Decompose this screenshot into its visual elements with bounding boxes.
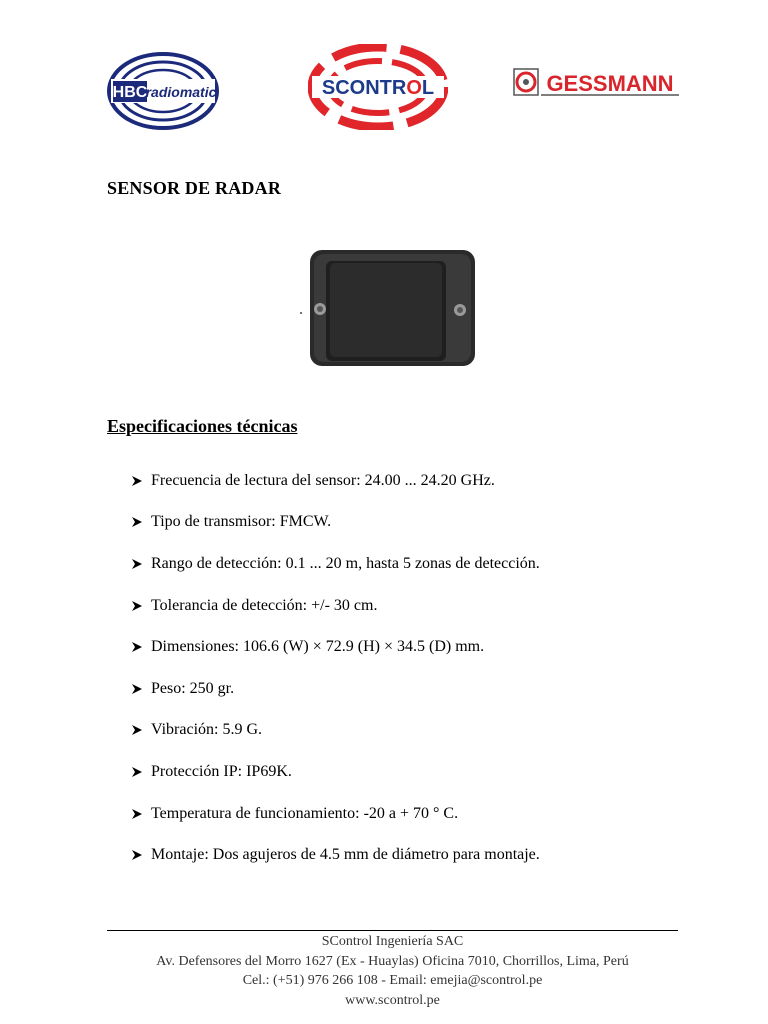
- spec-text: Frecuencia de lectura del sensor: 24.00 ... 24.20 GHz.: [151, 471, 495, 489]
- list-item: [131, 710, 540, 752]
- arrowhead-bullet-icon: [131, 475, 151, 487]
- arrowhead-bullet-icon: [131, 724, 151, 736]
- footer-company: SControl Ingeniería SAC: [321, 934, 464, 949]
- svg-text:SCONTROL: SCONTROL: [321, 77, 435, 99]
- list-item: [131, 460, 540, 502]
- specs-list: [131, 460, 540, 876]
- footer-website-link[interactable]: www.scontrol.pe: [345, 992, 440, 1008]
- list-item: [131, 585, 540, 627]
- arrowhead-bullet-icon: [131, 558, 151, 570]
- list-item: [131, 668, 540, 710]
- spec-text: Protección IP: IP69K.: [151, 762, 292, 780]
- spec-text: Tipo de transmisor: FMCW.: [151, 513, 332, 531]
- spec-text: Rango de detección: 0.1 ... 20 m, hasta 5 zonas de detección.: [151, 554, 540, 572]
- list-item: [131, 834, 540, 876]
- footer-address: Av. Defensores del Morro 1627 (Ex - Huaylas) Oficina 7010, Chorrillos, Lima, Perú: [156, 953, 629, 969]
- spec-text: Montaje: Dos agujeros de 4.5 mm de diámetro para montaje.: [151, 846, 540, 864]
- arrowhead-bullet-icon: [131, 766, 151, 778]
- list-item: [131, 502, 540, 544]
- spec-text: Temperatura de funcionamiento: -20 a + 70 ° C.: [151, 804, 459, 822]
- spec-text: Vibración: 5.9 G.: [151, 721, 263, 739]
- list-item: [131, 751, 540, 793]
- footer-divider: [107, 930, 678, 931]
- document-title: SENSOR DE RADAR: [107, 178, 282, 198]
- spec-text: Dimensiones: 106.6 (W) × 72.9 (H) × 34.5 (D) mm.: [151, 638, 485, 656]
- specs-heading: Especificaciones técnicas: [107, 416, 298, 436]
- arrowhead-bullet-icon: [131, 808, 151, 820]
- arrowhead-bullet-icon: [131, 600, 151, 612]
- spec-text: Tolerancia de detección: +/- 30 cm.: [151, 596, 378, 614]
- list-item: [131, 626, 540, 668]
- list-item: [131, 793, 540, 835]
- list-item: [131, 543, 540, 585]
- svg-text:HBC: HBC: [112, 84, 148, 101]
- hbc-radiomatic-logo: [107, 52, 219, 130]
- radar-sensor-image: [300, 247, 480, 369]
- footer-contact[interactable]: Cel.: (+51) 976 266 108 - Email: emejia@scontrol.pe: [242, 973, 543, 988]
- svg-text:GESSMANN: GESSMANN: [546, 71, 674, 96]
- svg-text:radiomatic: radiomatic: [145, 84, 217, 100]
- gessmann-logo: [513, 67, 681, 97]
- arrowhead-bullet-icon: [131, 641, 151, 653]
- arrowhead-bullet-icon: [131, 516, 151, 528]
- footer: [107, 932, 678, 1010]
- spec-text: Peso: 250 gr.: [151, 679, 235, 697]
- arrowhead-bullet-icon: [131, 683, 151, 695]
- scontrol-logo: [308, 44, 448, 130]
- arrowhead-bullet-icon: [131, 849, 151, 861]
